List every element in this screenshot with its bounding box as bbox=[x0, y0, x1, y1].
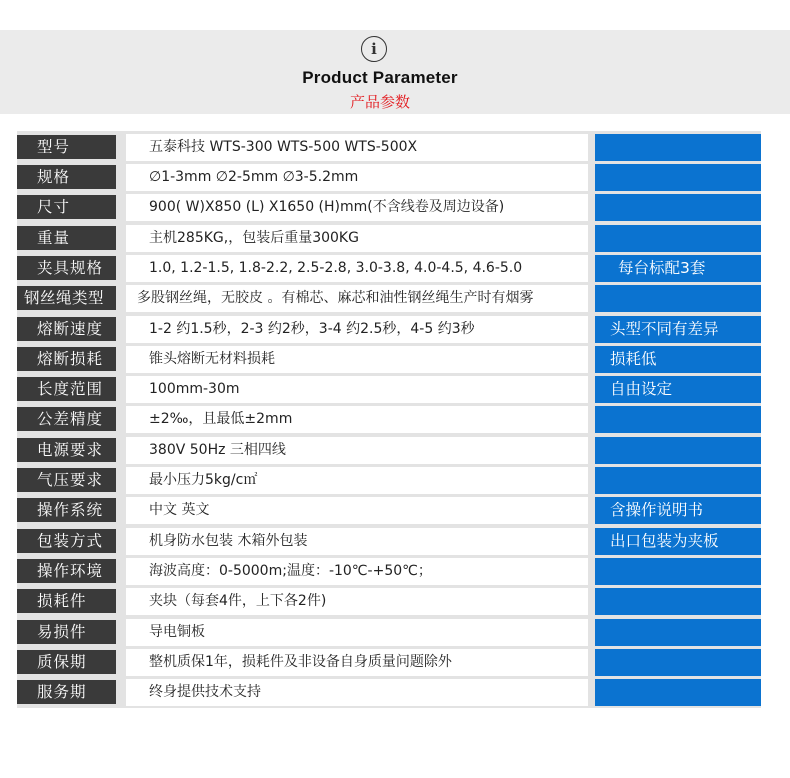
row-note bbox=[595, 225, 761, 252]
row-note: 出口包装为夹板 bbox=[595, 528, 761, 555]
row-value: 最小压力5kg/c㎡ bbox=[126, 467, 588, 494]
row-label: 包装方式 bbox=[17, 529, 116, 553]
row-value: 900( W)X850 (L) X1650 (H)mm(不含线卷及周边设备) bbox=[126, 194, 588, 221]
table-row bbox=[17, 678, 761, 708]
row-value: 导电铜板 bbox=[126, 619, 588, 646]
row-label: 熔断速度 bbox=[17, 317, 116, 341]
row-value: 中文 英文 bbox=[126, 497, 588, 524]
row-label: 易损件 bbox=[17, 620, 116, 644]
row-note: 自由设定 bbox=[595, 376, 761, 403]
table-row bbox=[17, 224, 761, 254]
table-row bbox=[17, 193, 761, 223]
row-label: 操作环境 bbox=[17, 559, 116, 583]
row-value: 五泰科技 WTS-300 WTS-500 WTS-500X bbox=[126, 134, 588, 161]
table-row bbox=[17, 648, 761, 678]
row-note: 每台标配3套 bbox=[595, 255, 761, 282]
table-row bbox=[17, 436, 761, 466]
row-value: 整机质保1年，损耗件及非设备自身质量问题除外 bbox=[126, 649, 588, 676]
row-label: 公差精度 bbox=[17, 407, 116, 431]
row-note: 损耗低 bbox=[595, 346, 761, 373]
table-row bbox=[17, 163, 761, 193]
table-row bbox=[17, 254, 761, 284]
row-note bbox=[595, 406, 761, 433]
table-row bbox=[17, 557, 761, 587]
row-value: 1.0, 1.2-1.5, 1.8-2.2, 2.5-2.8, 3.0-3.8, 4.0-4.5, 4.6-5.0 bbox=[126, 255, 588, 282]
row-note: 头型不同有差异 bbox=[595, 316, 761, 343]
row-value: 主机285KG,，包装后重量300KG bbox=[126, 225, 588, 252]
info-icon: i bbox=[361, 36, 387, 62]
row-note bbox=[595, 194, 761, 221]
row-label: 长度范围 bbox=[17, 377, 116, 401]
row-value: 终身提供技术支持 bbox=[126, 679, 588, 706]
header-banner bbox=[0, 30, 790, 114]
title-english: Product Parameter bbox=[302, 68, 458, 87]
table-row bbox=[17, 345, 761, 375]
row-label: 操作系统 bbox=[17, 498, 116, 522]
row-value: ±2‰，且最低±2mm bbox=[126, 406, 588, 433]
table-row bbox=[17, 375, 761, 405]
row-value: 1-2 约1.5秒，2-3 约2秒，3-4 约2.5秒，4-5 约3秒 bbox=[126, 316, 588, 343]
table-row bbox=[17, 315, 761, 345]
row-note bbox=[595, 164, 761, 191]
row-value: 机身防水包装 木箱外包装 bbox=[126, 528, 588, 555]
row-note bbox=[595, 285, 761, 312]
row-label: 质保期 bbox=[17, 650, 116, 674]
row-value: 锥头熔断无材料损耗 bbox=[126, 346, 588, 373]
row-label: 钢丝绳类型 bbox=[17, 286, 116, 310]
title-chinese: 产品参数 bbox=[349, 93, 410, 111]
row-value: 100mm-30m bbox=[126, 376, 588, 403]
row-label: 服务期 bbox=[17, 680, 116, 704]
table-row bbox=[17, 284, 761, 314]
row-value: 海波高度：0-5000m;温度：-10℃-+50℃； bbox=[126, 558, 588, 585]
row-note bbox=[595, 588, 761, 615]
row-value: 夹块（每套4件，上下各2件) bbox=[126, 588, 588, 615]
row-label: 重量 bbox=[17, 226, 116, 250]
row-note bbox=[595, 437, 761, 464]
row-label: 夹具规格 bbox=[17, 256, 116, 280]
row-value: 多股钢丝绳，无胶皮 。有棉芯、麻芯和油性钢丝绳生产时有烟雾 bbox=[126, 285, 588, 312]
table-row bbox=[17, 587, 761, 617]
row-note bbox=[595, 467, 761, 494]
table-row bbox=[17, 133, 761, 163]
parameter-table bbox=[17, 131, 761, 708]
table-row bbox=[17, 618, 761, 648]
row-note bbox=[595, 558, 761, 585]
row-label: 规格 bbox=[17, 165, 116, 189]
row-note bbox=[595, 134, 761, 161]
row-label: 尺寸 bbox=[17, 195, 116, 219]
row-label: 损耗件 bbox=[17, 589, 116, 613]
table-row bbox=[17, 527, 761, 557]
row-label: 型号 bbox=[17, 135, 116, 159]
table-row bbox=[17, 466, 761, 496]
table-row bbox=[17, 496, 761, 526]
table-row bbox=[17, 405, 761, 435]
row-note: 含操作说明书 bbox=[595, 497, 761, 524]
row-note bbox=[595, 649, 761, 676]
row-value: ∅1-3mm ∅2-5mm ∅3-5.2mm bbox=[126, 164, 588, 191]
row-value: 380V 50Hz 三相四线 bbox=[126, 437, 588, 464]
row-note bbox=[595, 679, 761, 706]
row-label: 电源要求 bbox=[17, 438, 116, 462]
row-note bbox=[595, 619, 761, 646]
row-label: 气压要求 bbox=[17, 468, 116, 492]
row-label: 熔断损耗 bbox=[17, 347, 116, 371]
